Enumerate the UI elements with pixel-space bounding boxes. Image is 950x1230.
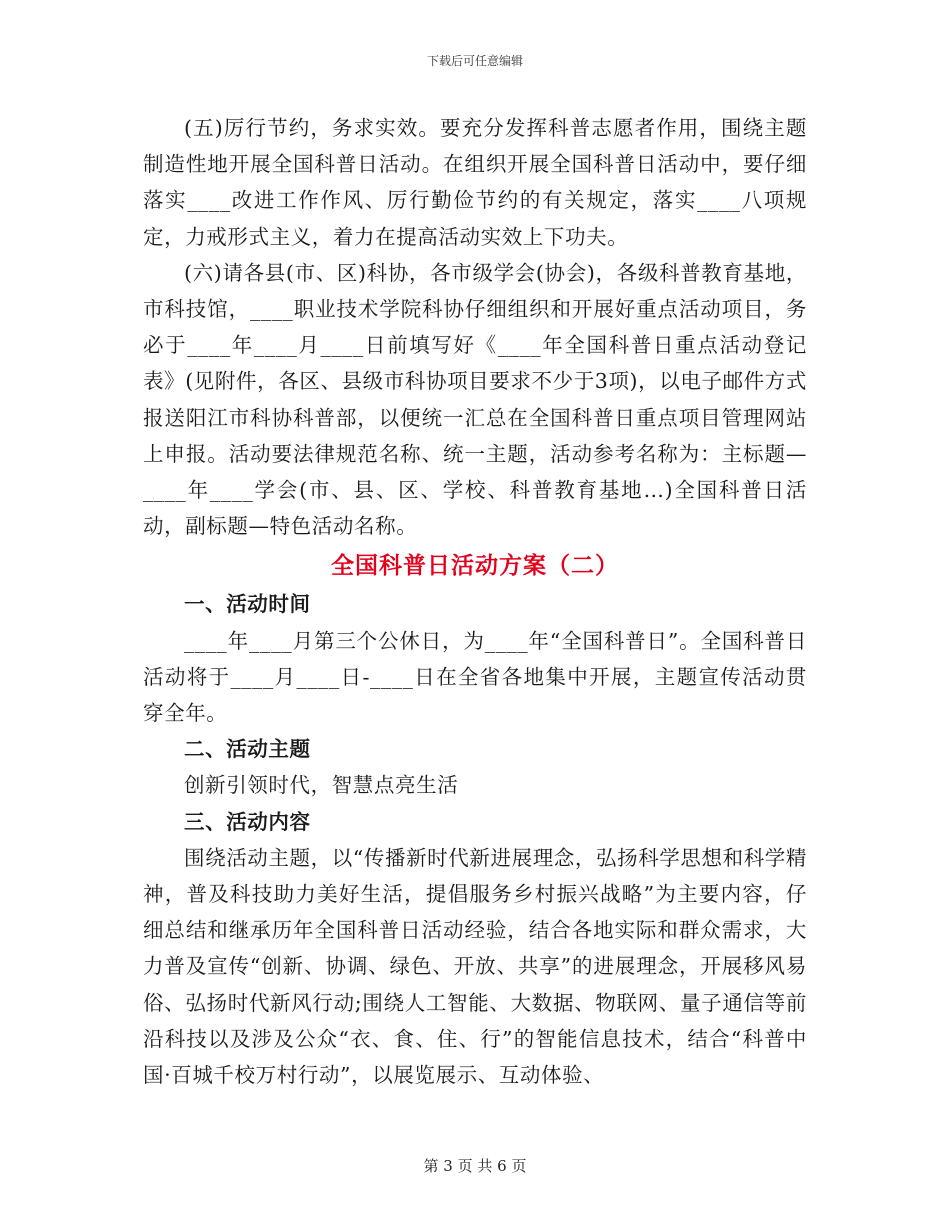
document-body — [143, 110, 807, 1093]
header-note: 下载后可任意编辑 — [426, 54, 523, 68]
section-text-theme: 创新引领时代，智慧点亮生活 — [184, 773, 459, 798]
section-heading-content: 三、活动内容 — [184, 809, 311, 834]
paragraph-six: (六)请各县(市、区)科协，各市级学会(协会)，各级科普教育基地，市科技馆，____职业技术学院科协仔细组织和开展好重点活动项目，务必于____年____月____日前填写好《____年全国科普日重点活动登记表》(见附件，各区、县级市科协项目要求不少于3项)，以电子邮件方式报送阳江市科协科普部，以便统一汇总在全国科普日重点项目管理网站上申报。活动要法律规范名称、统一主题，活动参考名称为：主标题—____年____学会(市、县、区、学校、科普教育基地…)全国科普日活动，副标题—特色活动名称。 — [143, 260, 807, 539]
section-heading-theme: 二、活动主题 — [184, 737, 311, 762]
section-heading-time: 一、活动时间 — [184, 592, 311, 617]
document-title: 全国科普日活动方案（二） — [331, 552, 619, 580]
paragraph-five: (五)厉行节约，务求实效。要充分发挥科普志愿者作用，围绕主题制造性地开展全国科普日活动。在组织开展全国科普日活动中，要仔细落实____改进工作作风、厉行勤俭节约的有关规定，落实____八项规定，力戒形式主义，着力在提高活动实效上下功夫。 — [143, 116, 807, 249]
section-text-content: 围绕活动主题，以“传播新时代新进展理念，弘扬科学思想和科学精神，普及科技助力美好生活，提倡服务乡村振兴战略”为主要内容，仔细总结和继承历年全国科普日活动经验，结合各地实际和群众需求，大力普及宣传“创新、协调、绿色、开放、共享”的进展理念，开展移风易俗、弘扬时代新风行动;围绕人工智能、大数据、物联网、量子通信等前沿科技以及涉及公众“衣、食、住、行”的智能信息技术，结合“科普中国·百城千校万村行动”，以展览展示、互动体验、 — [143, 845, 807, 1088]
page-number: 第 3 页 共 6 页 — [423, 1157, 527, 1175]
section-text-time: ____年____月第三个公休日，为____年“全国科普日”。全国科普日活动将于____月____日-____日在全省各地集中开展，主题宣传活动贯穿全年。 — [143, 628, 807, 726]
